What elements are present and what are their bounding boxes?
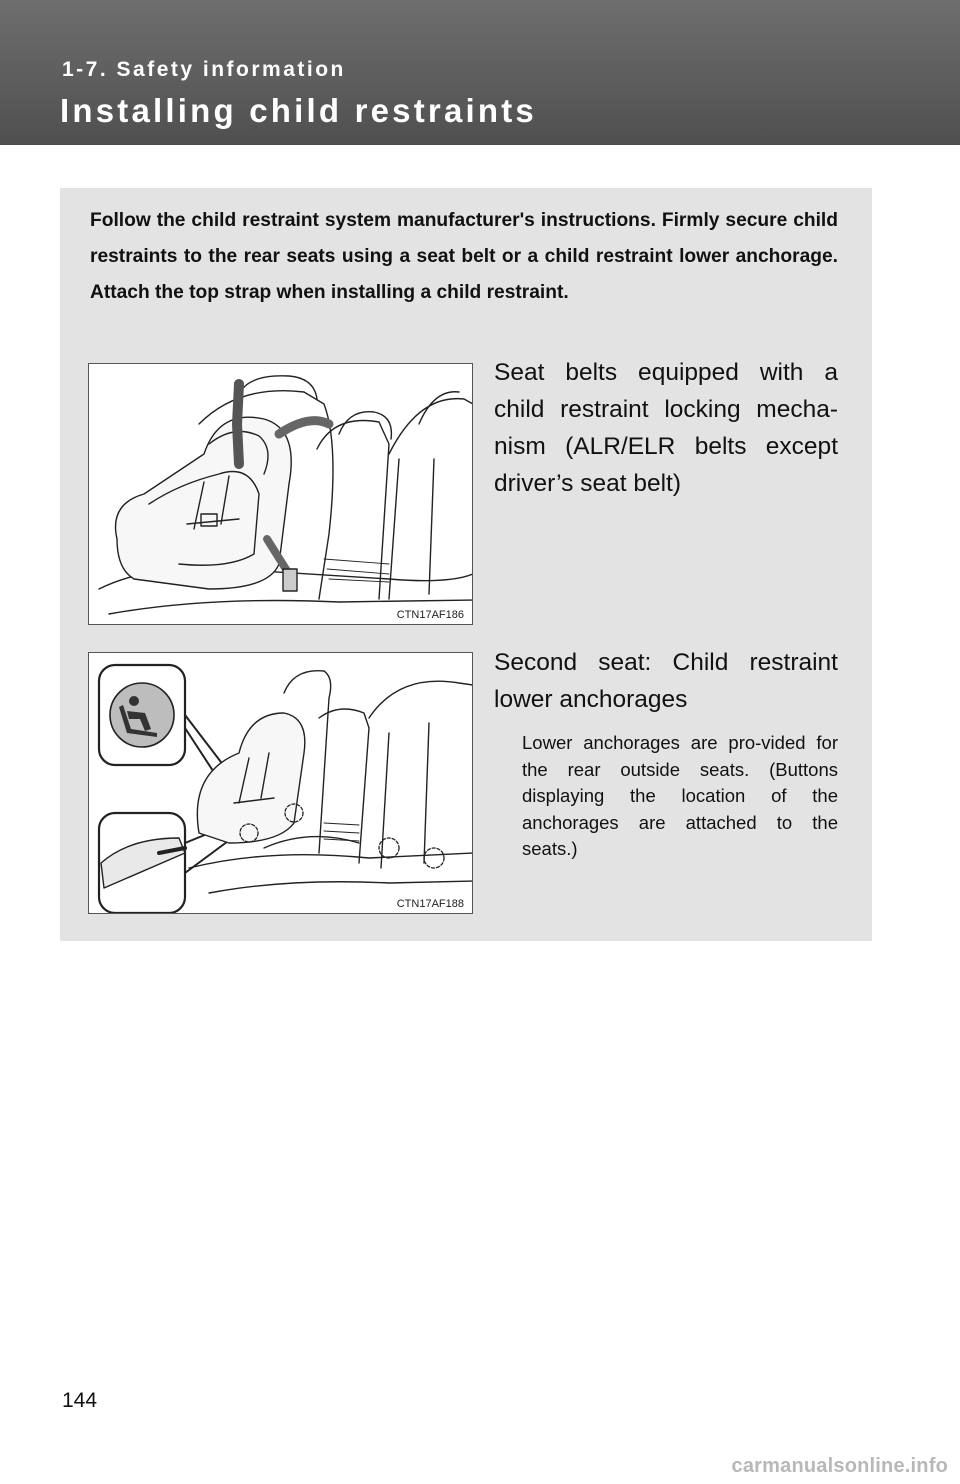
figure-code: CTN17AF186 (396, 609, 464, 621)
page-number: 144 (62, 1389, 98, 1412)
watermark: carmanualsonline.info (731, 1455, 948, 1477)
item-lower-anchorage-text: Second seat: Child restraint lower anchorages (494, 649, 838, 713)
page-header (0, 0, 960, 145)
intro-paragraph: Follow the child restraint system manufacturer's instructions. Firmly secure child restraints to the rear seats using a seat belt or a child restraint lower anchorage. Attach the top strap when installing a child restraint. (90, 210, 838, 303)
section-label: 1-7. Safety information (62, 58, 346, 81)
item-lower-anchorage-note: Lower anchorages are pro-vided for the rear outside seats. (Buttons displaying the location of the anchorages are attached to the seats.) (522, 732, 838, 859)
page-title: Installing child restraints (60, 92, 537, 129)
child-seat-belt-drawing (89, 364, 473, 625)
lower-anchorage-illustration (88, 652, 473, 914)
seat-belt-illustration (88, 363, 473, 625)
figure-code: CTN17AF188 (396, 898, 464, 910)
lower-anchorage-drawing (89, 653, 473, 914)
item-seat-belt-text: Seat belts equipped with a child restraint locking mecha-nism (ALR/ELR belts except driver’s seat belt) (494, 359, 838, 497)
